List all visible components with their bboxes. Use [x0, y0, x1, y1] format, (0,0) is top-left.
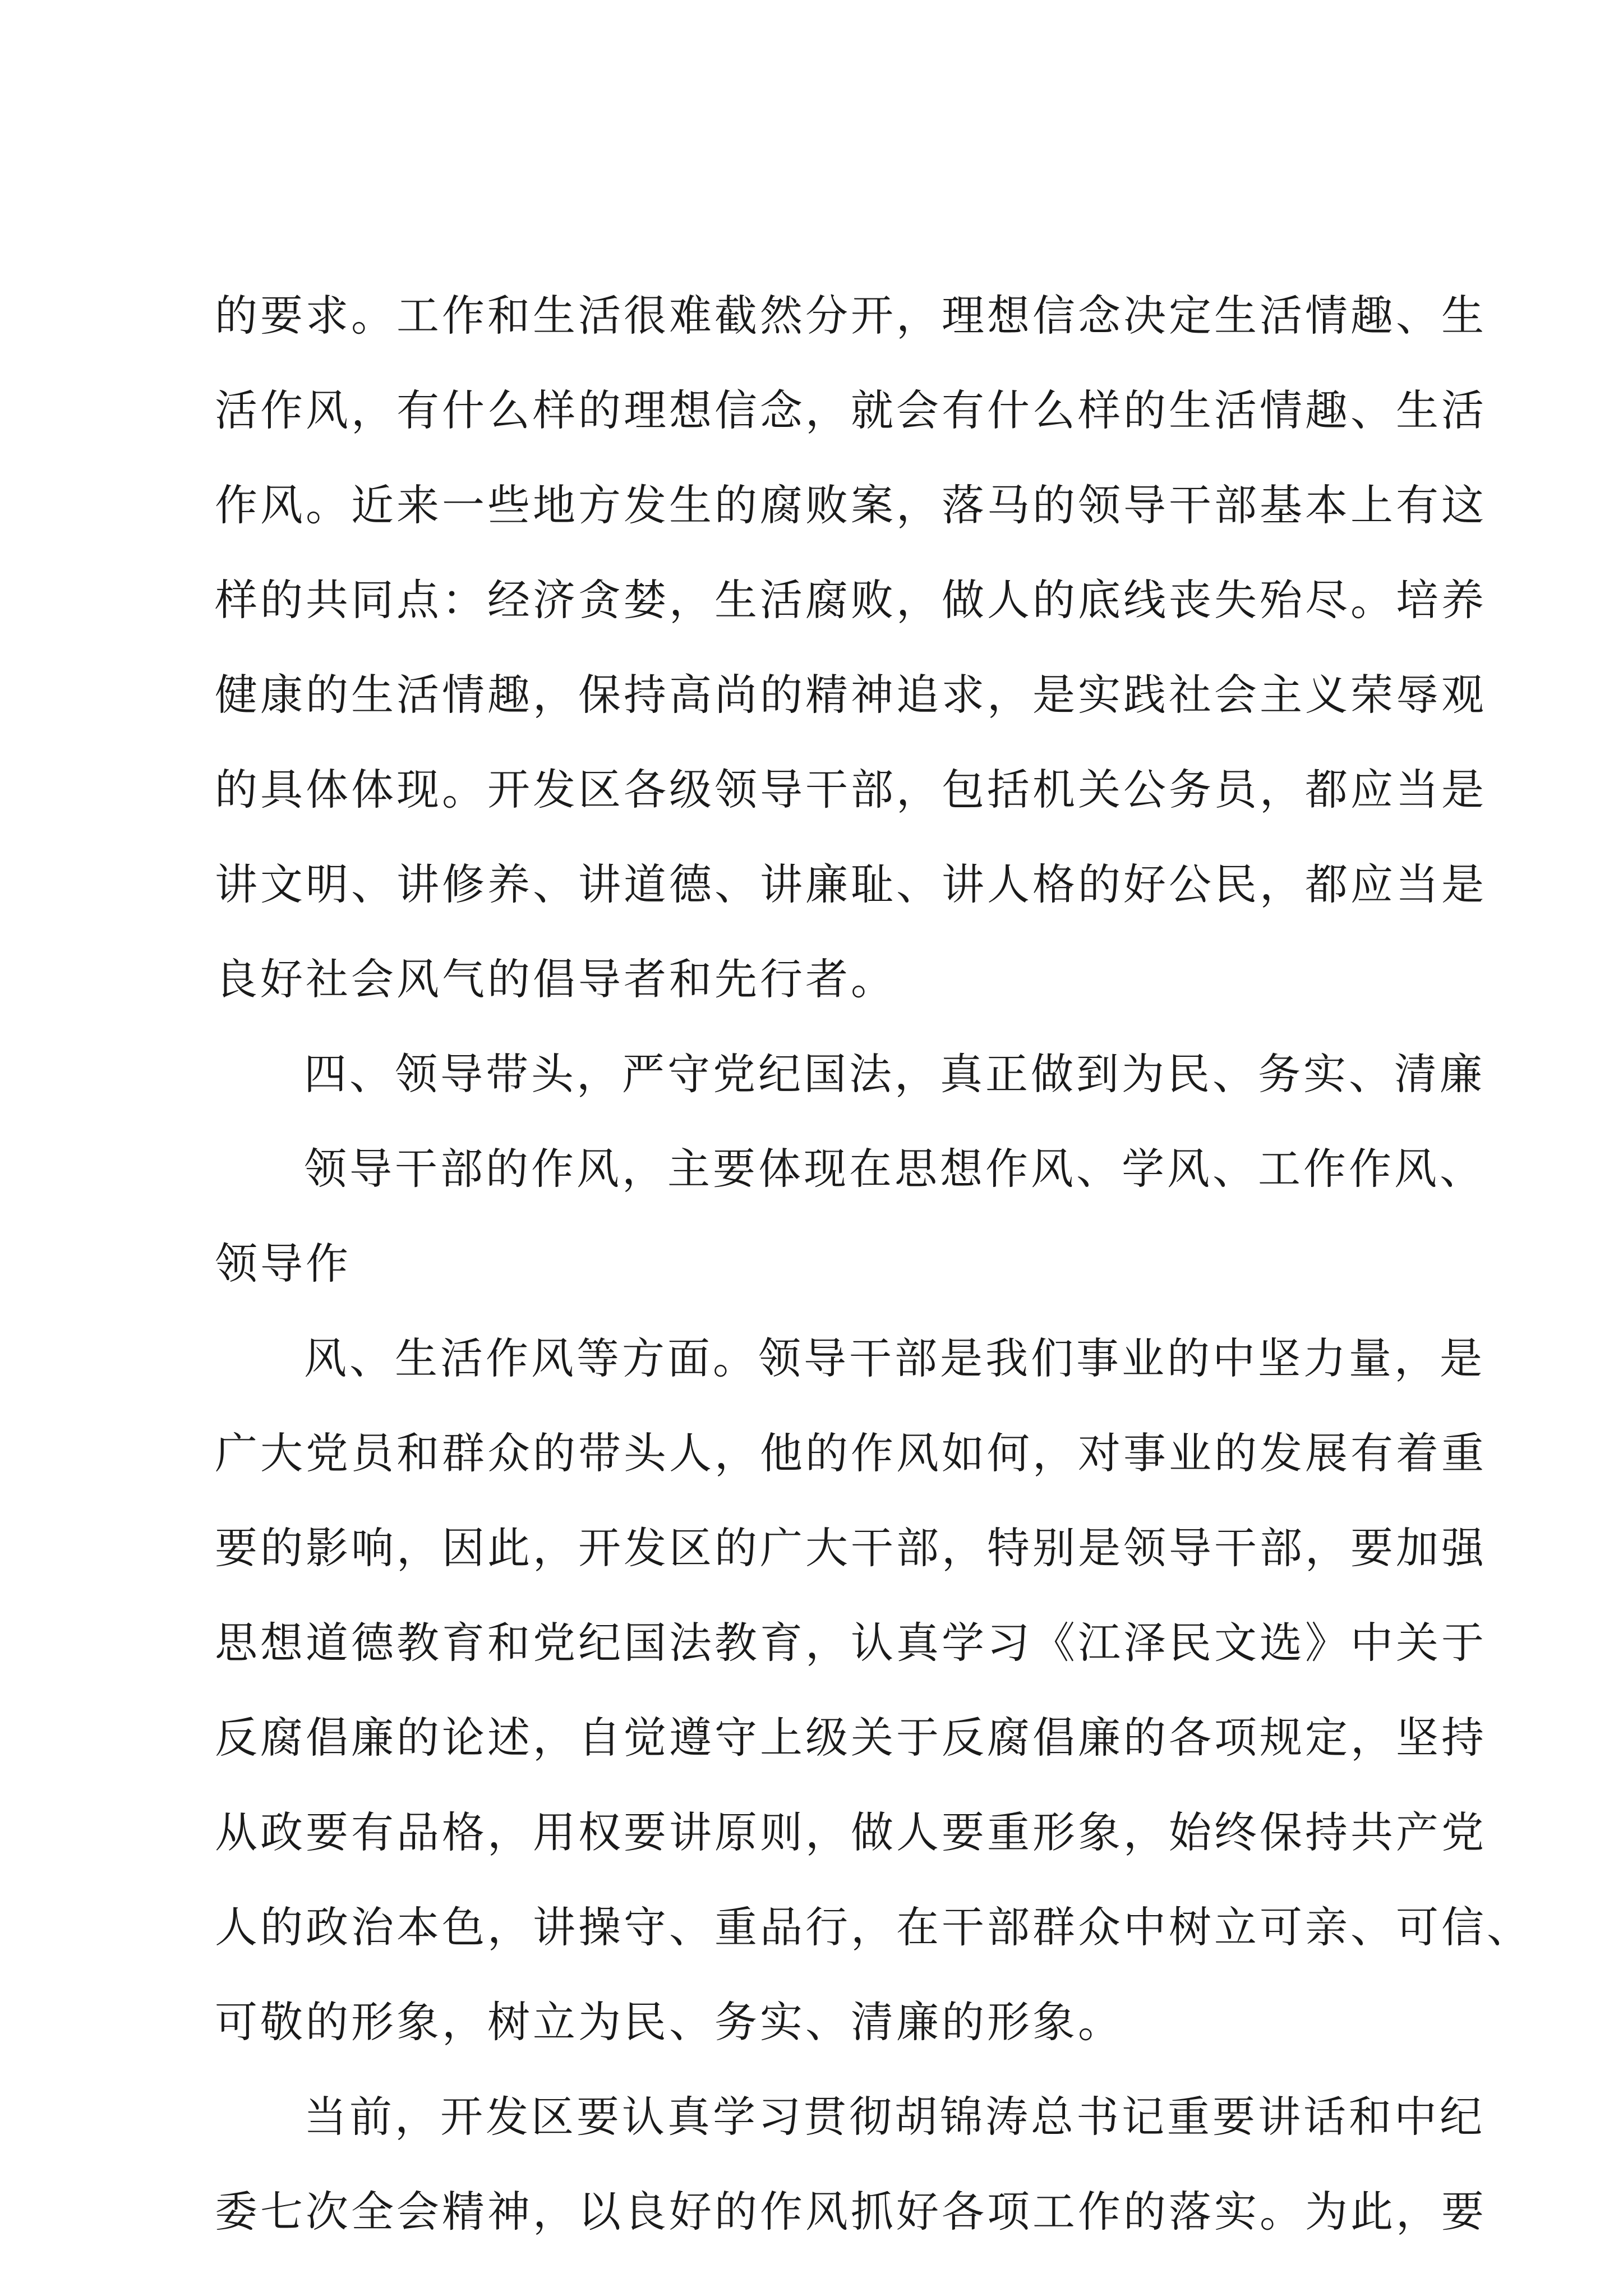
body-text-line: 的具体体现。开发区各级领导干部，包括机关公务员，都应当是: [215, 765, 1487, 815]
body-text-line: 作风。近来一些地方发生的腐败案，落马的领导干部基本上有这: [215, 480, 1487, 530]
body-text-line: 人的政治本色，讲操守、重品行，在干部群众中树立可亲、可信、: [215, 1902, 1532, 1952]
body-text-line: 委七次全会精神，以良好的作风抓好各项工作的落实。为此，要: [215, 2187, 1487, 2237]
body-text-line: 讲文明、讲修养、讲道德、讲廉耻、讲人格的好公民，都应当是: [215, 859, 1487, 909]
body-text-line: 当前，开发区要认真学习贯彻胡锦涛总书记重要讲话和中纪: [304, 2092, 1485, 2142]
body-text-line: 要的影响，因此，开发区的广大干部，特别是领导干部，要加强: [215, 1523, 1487, 1573]
body-text-line: 良好社会风气的倡导者和先行者。: [215, 954, 896, 1004]
body-text-line: 从政要有品格，用权要讲原则，做人要重形象，始终保持共产党: [215, 1807, 1487, 1857]
body-text-line: 领导干部的作风，主要体现在思想作风、学风、工作作风、: [304, 1144, 1485, 1194]
section-heading: 四、领导带头，严守党纪国法，真正做到为民、务实、清廉: [304, 1049, 1485, 1099]
body-text-line: 活作风，有什么样的理想信念，就会有什么样的生活情趣、生活: [215, 385, 1487, 435]
body-text-line: 思想道德教育和党纪国法教育，认真学习《江泽民文选》中关于: [215, 1618, 1487, 1668]
body-text-line: 领导作: [215, 1239, 351, 1289]
body-text-line: 风、生活作风等方面。领导干部是我们事业的中坚力量，是: [304, 1333, 1485, 1383]
body-text-line: 广大党员和群众的带头人，他的作风如何，对事业的发展有着重: [215, 1428, 1487, 1478]
body-text-line: 反腐倡廉的论述，自觉遵守上级关于反腐倡廉的各项规定，坚持: [215, 1713, 1487, 1763]
body-text-line: 可敬的形象，树立为民、务实、清廉的形象。: [215, 1997, 1123, 2047]
body-text-line: 样的共同点：经济贪婪，生活腐败，做人的底线丧失殆尽。培养: [215, 575, 1487, 625]
body-text-line: 的要求。工作和生活很难截然分开，理想信念决定生活情趣、生: [215, 291, 1487, 341]
body-text-line: 健康的生活情趣，保持高尚的精神追求，是实践社会主义荣辱观: [215, 670, 1487, 720]
